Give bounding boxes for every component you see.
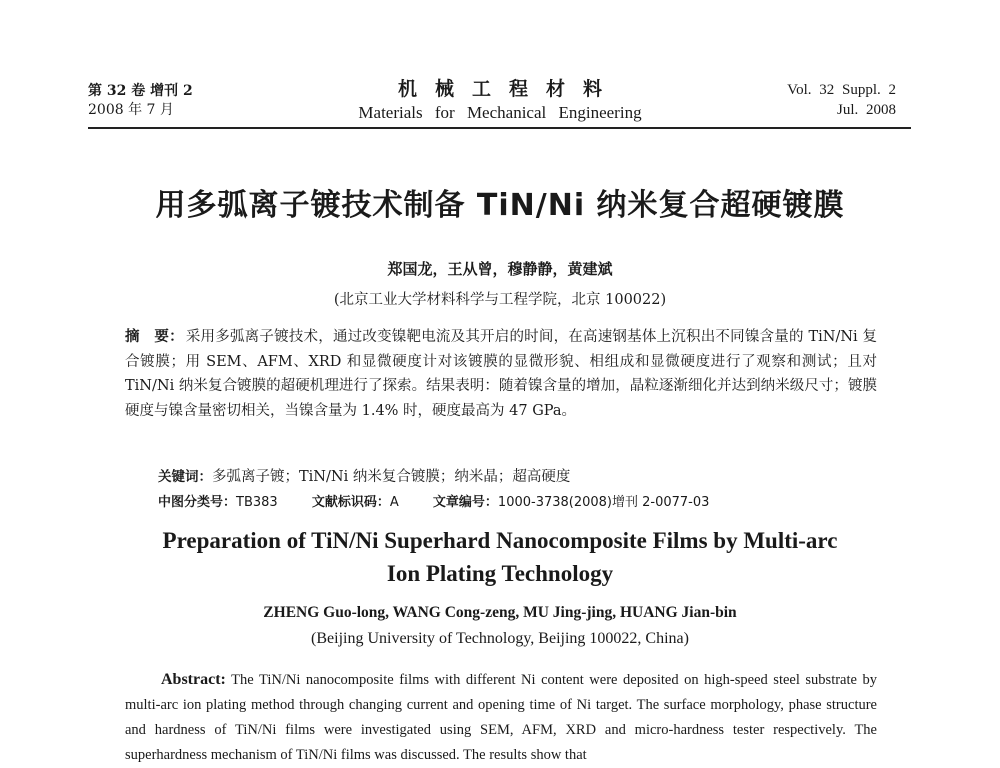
journal-name-en: Materials for Mechanical Engineering	[358, 103, 642, 122]
abstract-en	[125, 667, 877, 768]
journal-volume-en: Vol. 32 Suppl. 2	[787, 82, 896, 98]
keywords-text: 多弧离子镀；TiN/Ni 纳米复合镀膜；纳米晶；超高硬度	[212, 469, 571, 485]
abstract-cn-label: 摘 要：	[125, 329, 184, 345]
header-rule	[88, 127, 911, 129]
paper-title-en-line1: Preparation of TiN/Ni Superhard Nanocomposite Films by Multi-arc	[162, 528, 838, 553]
clc-field	[158, 491, 278, 510]
article-no-label: 文章编号：	[432, 495, 498, 510]
abstract-cn	[125, 325, 877, 423]
doc-code-field	[312, 491, 399, 510]
abstract-cn-text: 采用多弧离子镀技术，通过改变镍靶电流及其开启的时间，在高速钢基体上沉积出不同镍含量的 TiN/Ni 复合镀膜；用 SEM、AFM、XRD 和显微硬度计对该镀膜的显微形貌、相组成和显微硬度进行了观察和测试；且对 TiN/Ni 纳米复合镀膜的超硬机理进行了探索。结果表明：随着镍含量的增加，晶粒逐渐细化并达到纳米级尺寸；镀膜硬度与镍含量密切相关，当镍含量为 1.4% 时，硬度最高为 47 GPa。	[125, 329, 878, 419]
clc-value: TB383	[236, 495, 278, 510]
article-no-field	[433, 491, 710, 510]
journal-name-cn: 机械工程材料	[397, 78, 620, 100]
keywords-label: 关键词：	[158, 469, 212, 485]
keywords-cn	[158, 465, 570, 486]
affiliation-cn: (北京工业大学材料科学与工程学院，北京 100022)	[333, 292, 667, 308]
paper-title-en	[0, 524, 1000, 590]
journal-volume-cn: 第 32 卷 增刊 2	[88, 83, 193, 99]
journal-volume-en-block	[787, 80, 896, 120]
authors-cn: 郑国龙，王从曾，穆静静，黄建斌	[387, 260, 613, 278]
article-no-value: 1000-3738(2008)增刊 2-0077-03	[497, 495, 710, 510]
abstract-en-text: The TiN/Ni nanocomposite films with different Ni content were deposited on high-speed steel substrate by multi-arc ion plating method through changing current and opening time of Ni target. The surface morphology, phase structure and hardness of TiN/Ni films were investigated using SEM, AFM, XRD and micro-hardness tester respectively. The superhardness mechanism of TiN/Ni films was discussed. The results show that	[125, 672, 877, 763]
abstract-en-label: Abstract:	[161, 671, 226, 688]
paper-title-cn: 用多弧离子镀技术制备 TiN/Ni 纳米复合超硬镀膜	[155, 188, 845, 223]
journal-date-cn: 2008 年 7 月	[88, 102, 174, 118]
journal-date-en: Jul. 2008	[836, 102, 896, 118]
classification-line	[158, 491, 739, 510]
clc-label: 中图分类号：	[158, 495, 237, 510]
authors-en: ZHENG Guo-long, WANG Cong-zeng, MU Jing-jing, HUANG Jian-bin	[263, 604, 737, 621]
doc-code-value: A	[389, 495, 399, 510]
affiliation-en: (Beijing University of Technology, Beijing 100022, China)	[311, 630, 689, 647]
paper-title-en-line2: Ion Plating Technology	[386, 561, 614, 586]
doc-code-label: 文献标识码：	[311, 495, 390, 510]
